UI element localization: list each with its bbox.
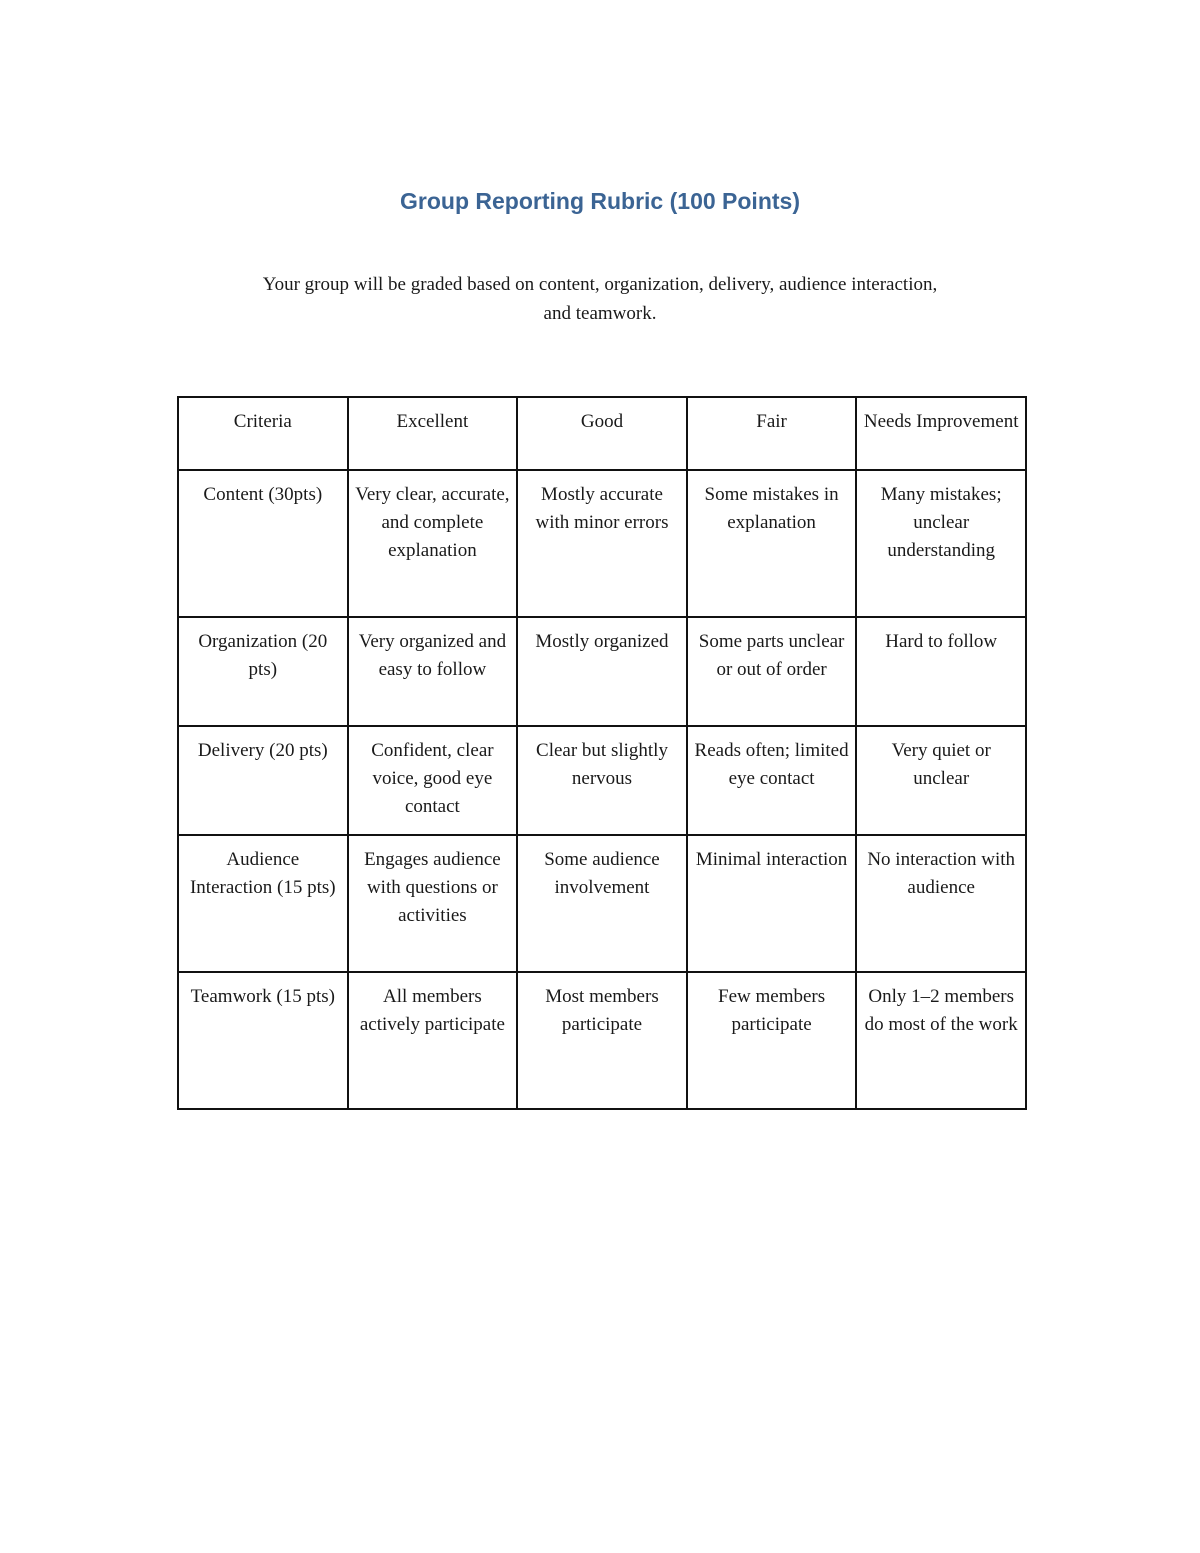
cell-fair: Some parts unclear or out of order — [687, 617, 857, 726]
cell-needs-improvement: Only 1–2 members do most of the work — [856, 972, 1026, 1109]
cell-needs-improvement: Very quiet or unclear — [856, 726, 1026, 835]
table-row — [178, 835, 1026, 972]
table-header-row — [178, 397, 1026, 470]
cell-excellent: All members actively participate — [348, 972, 518, 1109]
cell-excellent: Engages audience with questions or activities — [348, 835, 518, 972]
cell-fair: Some mistakes in explanation — [687, 470, 857, 617]
cell-needs-improvement: Many mistakes; unclear understanding — [856, 470, 1026, 617]
cell-good: Clear but slightly nervous — [517, 726, 687, 835]
cell-excellent: Very clear, accurate, and complete explanation — [348, 470, 518, 617]
cell-fair: Reads often; limited eye contact — [687, 726, 857, 835]
intro-line-1: Your group will be graded based on content, organization, delivery, audience interaction, — [262, 274, 938, 295]
header-good: Good — [517, 397, 687, 470]
cell-good: Mostly organized — [517, 617, 687, 726]
table-row — [178, 972, 1026, 1109]
cell-criteria: Organization (20 pts) — [178, 617, 348, 726]
header-needs-improvement: Needs Improvement — [856, 397, 1026, 470]
page-title: Group Reporting Rubric (100 Points) — [400, 188, 800, 214]
cell-criteria: Teamwork (15 pts) — [178, 972, 348, 1109]
cell-criteria: Audience Interaction (15 pts) — [178, 835, 348, 972]
table-row — [178, 617, 1026, 726]
cell-good: Most members participate — [517, 972, 687, 1109]
cell-needs-improvement: No interaction with audience — [856, 835, 1026, 972]
table-row — [178, 726, 1026, 835]
header-criteria: Criteria — [178, 397, 348, 470]
cell-needs-improvement: Hard to follow — [856, 617, 1026, 726]
rubric-table — [177, 396, 1027, 1110]
cell-excellent: Very organized and easy to follow — [348, 617, 518, 726]
table-row — [178, 470, 1026, 617]
cell-fair: Minimal interaction — [687, 835, 857, 972]
header-excellent: Excellent — [348, 397, 518, 470]
cell-good: Mostly accurate with minor errors — [517, 470, 687, 617]
cell-excellent: Confident, clear voice, good eye contact — [348, 726, 518, 835]
cell-fair: Few members participate — [687, 972, 857, 1109]
cell-criteria: Delivery (20 pts) — [178, 726, 348, 835]
intro-line-2: and teamwork. — [543, 303, 657, 324]
cell-good: Some audience involvement — [517, 835, 687, 972]
cell-criteria: Content (30pts) — [178, 470, 348, 617]
header-fair: Fair — [687, 397, 857, 470]
intro-paragraph — [185, 270, 1015, 328]
